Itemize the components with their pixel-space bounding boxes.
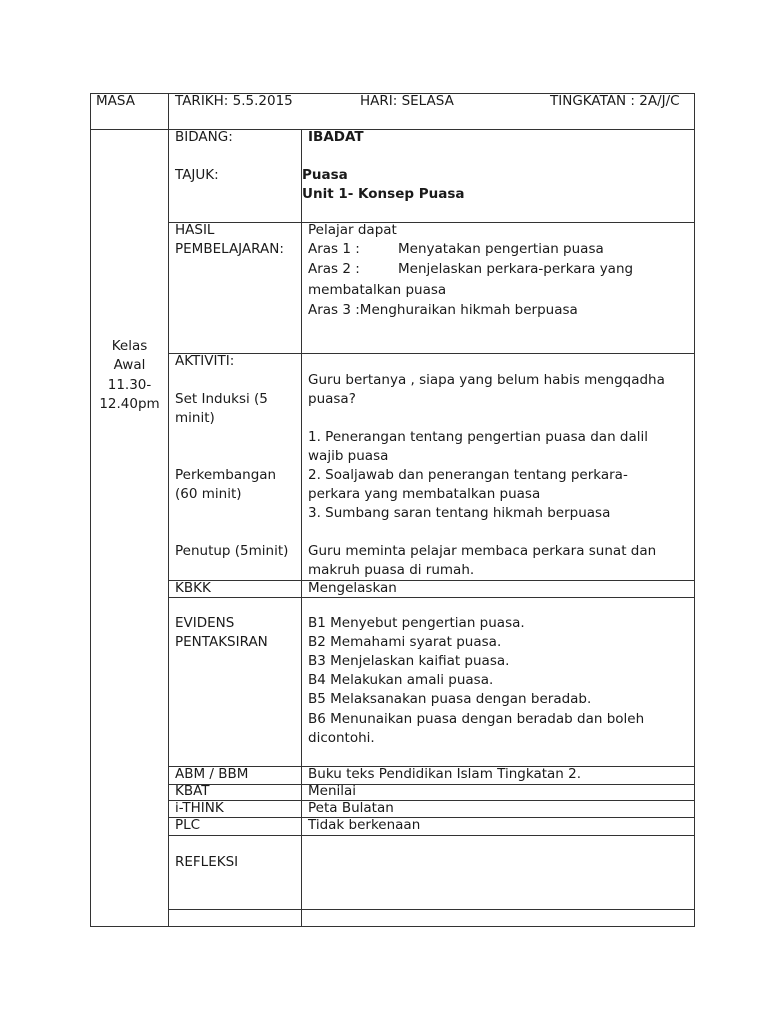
tarikh-header: TARIKH: 5.5.2015 — [175, 93, 293, 109]
table-border-left — [90, 93, 91, 927]
hari-header: HARI: SELASA — [360, 93, 454, 109]
perkembangan-label: (60 minit) — [175, 486, 242, 502]
aras2-continued: membatalkan puasa — [308, 282, 447, 298]
evidens-item: B2 Memahami syarat puasa. — [308, 634, 502, 650]
row-divider — [168, 597, 695, 598]
penutup-text: Guru meminta pelajar membaca perkara sunat dan — [308, 543, 657, 559]
plc-label: PLC — [175, 817, 201, 833]
hasil-label: PEMBELAJARAN: — [175, 241, 284, 257]
aras2-label: Aras 2 : — [308, 261, 360, 277]
row-divider — [168, 580, 695, 581]
row-divider — [168, 835, 695, 836]
kelas-time: 12.40pm — [99, 396, 160, 412]
penutup-label: Penutup (5minit) — [175, 543, 289, 559]
aras1-text: Menyatakan pengertian puasa — [398, 241, 604, 257]
set-induksi-label: Set Induksi (5 — [175, 391, 268, 407]
refleksi-label: REFLEKSI — [175, 854, 239, 870]
aras2-text: Menjelaskan perkara-perkara yang — [398, 261, 634, 277]
kbkk-value: Mengelaskan — [308, 580, 397, 596]
row-divider — [168, 784, 695, 785]
perkembangan-text: 3. Sumbang saran tentang hikmah berpuasa — [308, 505, 611, 521]
perkembangan-text: wajib puasa — [308, 448, 389, 464]
evidens-item: B3 Menjelaskan kaifiat puasa. — [308, 653, 510, 669]
perkembangan-text: 1. Penerangan tentang pengertian puasa dan dalil — [308, 429, 649, 445]
table-border-bottom — [90, 926, 695, 927]
kelas-label: Kelas — [111, 338, 148, 354]
row-divider — [168, 222, 695, 223]
table-border-right — [694, 93, 695, 927]
ithink-label: i-THINK — [175, 800, 224, 816]
hasil-intro: Pelajar dapat — [308, 222, 397, 238]
tingkatan-header: TINGKATAN : 2A/J/C — [550, 93, 680, 109]
perkembangan-text: perkara yang membatalkan puasa — [308, 486, 541, 502]
plc-value: Tidak berkenaan — [308, 817, 421, 833]
kelas-time: 11.30- — [107, 377, 152, 393]
evidens-item: B6 Menunaikan puasa dengan beradab dan boleh — [308, 711, 645, 727]
evidens-label: EVIDENS — [175, 615, 235, 631]
kbat-value: Menilai — [308, 783, 357, 799]
bidang-value: IBADAT — [308, 129, 364, 145]
evidens-label: PENTAKSIRAN — [175, 634, 268, 650]
kbkk-label: KBKK — [175, 580, 211, 596]
ithink-value: Peta Bulatan — [308, 800, 394, 816]
column-divider — [168, 93, 169, 927]
masa-header: MASA — [96, 93, 135, 109]
kbat-label: KBAT — [175, 783, 210, 799]
hasil-label: HASIL — [175, 222, 215, 238]
penutup-text: makruh puasa di rumah. — [308, 562, 475, 578]
row-divider — [168, 800, 695, 801]
set-induksi-text: puasa? — [308, 391, 356, 407]
row-divider — [168, 353, 695, 354]
evidens-item: B5 Melaksanakan puasa dengan beradab. — [308, 691, 592, 707]
kelas-label: Awal — [113, 357, 146, 373]
abm-value: Buku teks Pendidikan Islam Tingkatan 2. — [308, 766, 582, 782]
column-divider — [301, 129, 302, 927]
set-induksi-text: Guru bertanya , siapa yang belum habis mengqadha — [308, 372, 665, 388]
perkembangan-text: 2. Soaljawab dan penerangan tentang perkara- — [308, 467, 628, 483]
row-divider — [168, 817, 695, 818]
evidens-item: B1 Menyebut pengertian puasa. — [308, 615, 525, 631]
tajuk-value: Puasa — [302, 167, 348, 183]
evidens-item: B4 Melakukan amali puasa. — [308, 672, 494, 688]
bidang-label: BIDANG: — [175, 129, 233, 145]
aras1-label: Aras 1 : — [308, 241, 360, 257]
tajuk-value: Unit 1- Konsep Puasa — [302, 186, 465, 202]
perkembangan-label: Perkembangan — [175, 467, 277, 483]
set-induksi-label: minit) — [175, 410, 215, 426]
tajuk-label: TAJUK: — [175, 167, 219, 183]
evidens-item: dicontohi. — [308, 730, 375, 746]
row-divider — [168, 909, 695, 910]
abm-label: ABM / BBM — [175, 766, 249, 782]
aras3-text: Aras 3 :Menghuraikan hikmah berpuasa — [308, 302, 578, 318]
aktiviti-label: AKTIVITI: — [175, 353, 235, 369]
